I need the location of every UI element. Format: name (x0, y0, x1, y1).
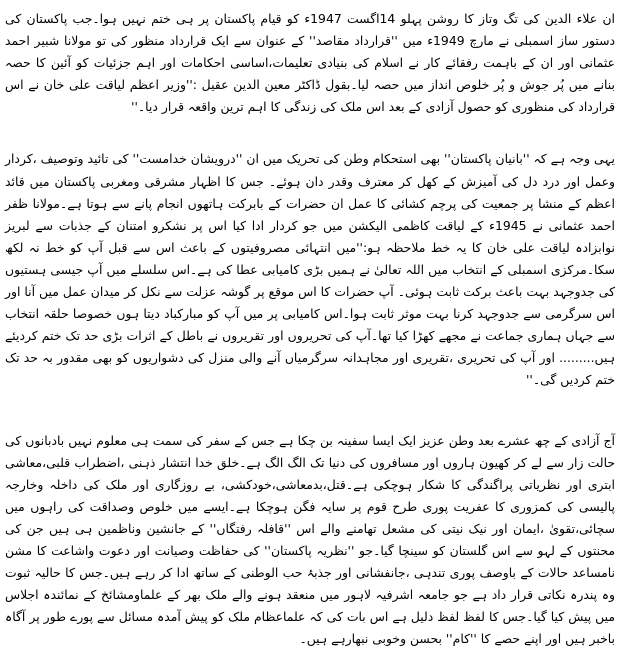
paragraph-3: آج آزادی کے چھ عشرے بعد وطن عزیز ایک ایسا سفینہ بن چکا ہے جس کے سفر کی سمت ہی معلوم نہیں بادبانوں کی حالت زار سے لے کر کھیون ہاروں اور مسافروں کی دنیا تک الگ الگ ہے۔خلق خدا انتشار ذہنی ،اضطراب قلبی،معاشی ابتری اور نظریاتی پراگندگی کا شکار ہوچکی ہے۔قتل،بدمعاشی،خودکشی، بے روزگاری اور ملک کی داخلہ وخارجہ پالیسی کی کمزوری کا عفریت پوری طرح قوم پر سایہ فگن ہوچکا ہے۔ایسے میں خلوص وصداقت کی راہوں میں سچائی،تقویٰ ،ایمان اور نیک نیتی کی مشعل تھامنے والے اس ''قافلہ رفتگاں'' کے جانشین وناظمین ہی ہیں جن کی محنتوں کے لہو سے اس گلستان کو سینچا گیا۔جو ''نظریہ پاکستان'' کی حفاظت وصیانت اور دعوت واشاعت کا مشن نامساعد حالات کے باوصف پوری تندہی ،جانفشانی اور جذبۂ حب الوطنی کے ساتھ ادا کر رہے ہیں۔جس کا حالیہ ثبوت وہ پندرہ نکاتی قرار داد ہے جو جامعہ اشرفیہ لاہور میں منعقد ہونے والے ملک بھر کے علماومشائخ کے نمائندہ اجلاس میں پیش کیا گیا۔جس کا لفظ لفظ دلیل ہے اس بات کی کہ علماعظام ملک کو پیش آمدہ مسائل سے پورے طور پر آگاہ باخبر ہیں اور اپنے حصے کا ''کام'' بحسن وخوبی نبھارہے ہیں۔ (5, 432, 615, 647)
paragraph-1: ان علاء الدین کی تگ وتاز کا روشن پہلو 14اگست 1947ء کو قیام پاکستان پر ہی ختم نہیں ہوا۔جب پاکستان کی دستور ساز اسمبلی نے مارچ 1949ء میں ''قرارداد مقاصد'' کے عنوان سے ایک قرارداد منظور کی تو مولانا شبیر احمد عثمانی اور ان کے باہمت رفقائے کار نے اسلام کی بنیادی تعلیمات،اساسی احکامات اور اہم جزئیات کو آئین کا حصہ بنانے میں پُر جوش و پُر خلوص انداز میں حصہ لیا۔بقول ڈاکٹر معین الدین عقیل :''وزیر اعظم لیاقت علی خان نے اس قرارداد کی منظوری کو حصول آزادی کے بعد اس ملک کی زندگی کا اہم ترین واقعہ قرار دیا۔'' (5, 11, 615, 115)
paragraph-2: یہی وجہ ہے کہ ''بانیان پاکستان'' بھی استحکام وطن کی تحریک میں ان ''درویشان خدامست'' کی تائید وتوصیف ،کردار وعمل اور درد دل کی آمیزش کے کھل کر معترف وقدر دان ہوئے۔ جس کا اظہار مشرقی ومغربی پاکستان میں قائد اعظم کے منشا پر جمعیت کی پرچم کشائی کا عمل ان حضرات کے بابرکت ہاتھوں انجام پانے سے ہوتا ہے۔مولانا ظفر احمد عثمانی نے 1945ء کے لیاقت کاظمی الیکشن میں جو کردار ادا کیا اس پر نشکرو امتنان کے جذبات سے لبریز نوابزادہ لیاقت علی خان کا یہ خط ملاحظہ ہو:''میں انتہائی مصروفیتوں کے باعث اس سے قبل آپ کو خط نہ لکھ سکا۔مرکزی اسمبلی کے انتخاب میں اللہ تعالیٰ نے ہمیں بڑی کامیابی عطا کی ہے۔اس سلسلے میں آپ جیسی ہستیوں کی جدوجہد بہت باعث برکت ثابت ہوئی۔ آپ حضرات کا اس موقع پر گوشہ عزلت سے نکل کر میدان عمل میں آنا اور اس سرگرمی سے جدوجہد کرنا بہت موثر ثابت ہوا۔اس کامیابی پر میں آپ کو مبارکباد دیتا ہوں خصوصا حلقہ انتخاب سے جہاں ہماری جماعت نے مجھے کھڑا کیا تھا۔آپ کی تحریروں اور تقریروں نے باطل کے اثرات بڑی حد تک ختم کردیئے ہیں......... اور آپ کی تحریری ،تقریری اور مجاہدانہ سرگرمیاں آنے والی منزل کی دشواریوں کو بھی مقدور بہ حد تک ختم کردیں گی۔'' (5, 151, 615, 388)
paragraph-spacer (5, 392, 615, 430)
paragraph-spacer (5, 118, 615, 148)
document-page (5, 8, 615, 647)
